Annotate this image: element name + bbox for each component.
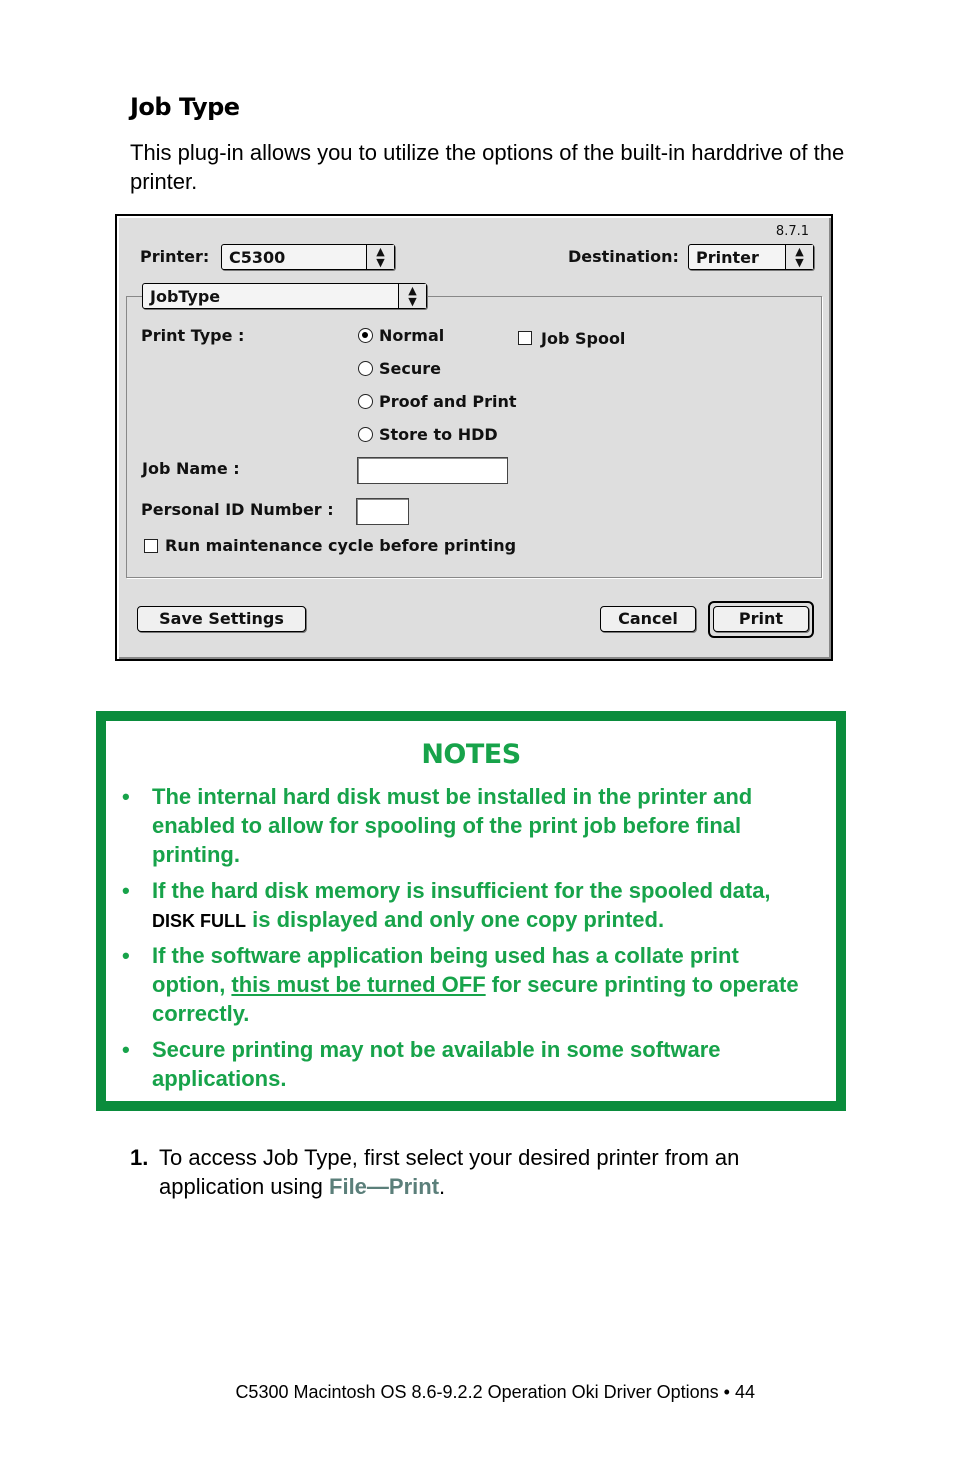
job-type-dialog <box>115 214 833 661</box>
note-text: is displayed and only one copy printed. <box>246 907 665 932</box>
print-type-label: Print Type : <box>141 326 245 345</box>
notes-title: NOTES <box>421 739 521 770</box>
cancel-button[interactable]: Cancel <box>600 606 696 632</box>
pin-input[interactable] <box>356 498 409 525</box>
destination-label: Destination: <box>568 247 679 266</box>
page-footer: C5300 Macintosh OS 8.6-9.2.2 Operation Oki Driver Options • 44 <box>235 1382 755 1402</box>
pin-label: Personal ID Number : <box>141 500 334 519</box>
radio-secure[interactable] <box>358 361 373 376</box>
radio-normal-label: Normal <box>379 326 445 345</box>
destination-popup[interactable] <box>688 244 814 270</box>
printer-popup-value: C5300 <box>229 248 286 267</box>
note-text: The internal hard disk must be installed in the printer and enabled to allow for spooling of the print job before final printing. <box>152 784 753 867</box>
bullet-icon: • <box>122 1037 130 1062</box>
printer-popup[interactable] <box>221 244 395 270</box>
radio-proof-and-print[interactable] <box>358 394 373 409</box>
step-text-post: . <box>439 1174 446 1199</box>
step-number: 1. <box>130 1145 149 1170</box>
section-title: Job Type <box>130 93 240 121</box>
updown-arrow-icon: ▲ ▼ <box>366 245 394 269</box>
note-underlined-text: this must be turned OFF <box>231 972 486 997</box>
menu-reference: File—Print <box>329 1174 440 1199</box>
radio-secure-label: Secure <box>379 359 441 378</box>
note-item <box>122 941 812 1028</box>
radio-store-to-hdd[interactable] <box>358 427 373 442</box>
job-spool-label: Job Spool <box>541 329 626 348</box>
updown-arrow-icon: ▲ ▼ <box>785 245 813 269</box>
maintenance-checkbox[interactable] <box>144 539 158 553</box>
save-settings-button[interactable]: Save Settings <box>137 606 306 632</box>
note-text: Secure printing may not be available in some software applications. <box>152 1037 721 1091</box>
intro-paragraph: This plug-in allows you to utilize the options of the built-in harddrive of the printer. <box>130 140 845 194</box>
updown-arrow-icon: ▲ ▼ <box>398 284 426 308</box>
notes-box <box>96 711 846 1111</box>
destination-popup-value: Printer <box>696 248 759 267</box>
step-text-pre: To access Job Type, first select your desired printer from an application using <box>159 1145 740 1199</box>
disk-full-message: DISK FULL <box>152 911 246 931</box>
bullet-icon: • <box>122 784 130 809</box>
radio-store-label: Store to HDD <box>379 425 498 444</box>
note-item <box>122 876 812 936</box>
note-text: If the software application being used has a collate print option, <box>152 943 739 997</box>
panel-popup[interactable] <box>142 283 427 309</box>
note-item <box>122 1035 812 1093</box>
bullet-icon: • <box>122 943 130 968</box>
job-spool-checkbox[interactable] <box>518 331 532 345</box>
job-name-label: Job Name : <box>142 459 240 478</box>
job-name-input[interactable] <box>357 457 508 484</box>
printer-label: Printer: <box>140 247 210 266</box>
maintenance-label: Run maintenance cycle before printing <box>165 536 517 555</box>
note-item <box>122 782 812 869</box>
note-text: for secure printing to operate correctly. <box>152 972 799 1026</box>
step-text <box>159 1143 839 1201</box>
bullet-icon: • <box>122 878 130 903</box>
version-label: 8.7.1 <box>775 224 809 239</box>
print-button[interactable]: Print <box>713 606 809 632</box>
note-text: If the hard disk memory is insufficient for the spooled data, <box>152 878 771 903</box>
radio-proof-label: Proof and Print <box>379 392 517 411</box>
panel-popup-value: JobType <box>150 287 221 306</box>
radio-normal[interactable] <box>358 328 373 343</box>
